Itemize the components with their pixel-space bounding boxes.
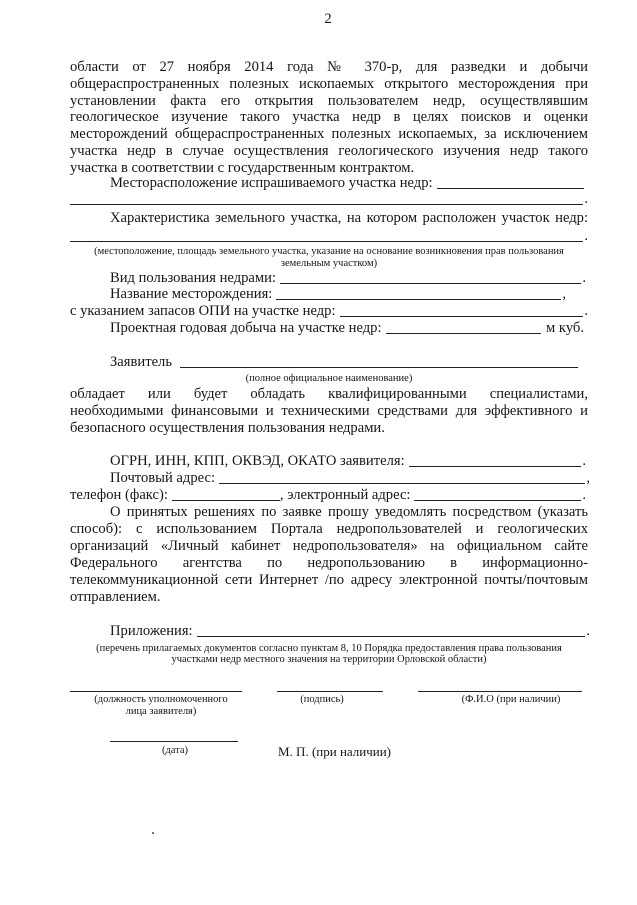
land-plot-label: Характеристика земельного участка, на котором расположен участок недр: [110, 210, 588, 226]
postal-address-fill-line [219, 483, 585, 484]
deposit-name-fill-line [276, 299, 561, 300]
location-end-mark: . [584, 191, 588, 207]
land-plot-end-mark: . [584, 228, 588, 244]
phone-row [70, 487, 586, 504]
applicant-row [110, 354, 578, 371]
notification-line: отправлением. [70, 589, 161, 605]
notification-line: О принятых решениях по заявке прошу уведомлять посредством (указать [110, 504, 588, 520]
date-line [110, 741, 238, 742]
deposit-name-end-mark: , [562, 286, 566, 302]
reserves-row [70, 303, 588, 320]
reserves-label: с указанием запасов ОПИ на участке недр: [70, 303, 336, 319]
land-plot-row [70, 228, 588, 245]
page-number: 2 [324, 11, 332, 27]
attachments-caption: участками недр местного значения на территории Орловской области) [171, 654, 487, 665]
applicant-text-line: обладает или будет обладать квалифицированными специалистами, [70, 386, 588, 402]
attachments-fill-line [197, 636, 586, 637]
email-fill-line [414, 500, 581, 501]
applicant-fill-line [180, 367, 578, 368]
subsoil-use-row [110, 270, 586, 287]
intro-line: установлении факта его открытия пользователем недр, осуществлявшим [70, 93, 588, 109]
postal-address-label: Почтовый адрес: [110, 470, 216, 486]
scan-speck [152, 832, 154, 834]
intro-line: области от 27 ноября 2014 года № 370-р, для разведки и добычи [70, 59, 588, 75]
notification-line: телекоммуникационной сети Интернет /по адресу электронной почты/почтовым [70, 572, 588, 588]
attachments-caption: (перечень прилагаемых документов согласно пунктам 8, 10 Порядка предоставления права пользования [96, 643, 562, 654]
subsoil-use-end-mark: . [582, 270, 586, 286]
postal-address-row [110, 470, 590, 487]
phone-label: телефон (факс): [70, 487, 168, 503]
postal-address-end-mark: , [586, 470, 590, 486]
date-caption: (дата) [161, 745, 189, 756]
name-signature-line [418, 691, 582, 692]
identifiers-fill-line [409, 466, 582, 467]
deposit-name-row [110, 286, 566, 303]
intro-line: участка в соответствии с государственным контрактом. [70, 160, 415, 176]
full-name-caption: (Ф.И.О (при наличии) [461, 694, 561, 705]
intro-line: геологическое изучение такого участка недр в целях поисков и оценки [70, 109, 588, 125]
land-plot-caption: (местоположение, площадь земельного участка, указание на основание возникновения прав пользования [94, 246, 564, 257]
position-caption: лица заявителя) [125, 706, 197, 717]
notification-line: способ): с использованием Портала недропользователей и геологических [70, 521, 588, 537]
applicant-label: Заявитель [110, 354, 172, 370]
identifiers-row [110, 453, 586, 470]
location-fill-line [437, 188, 584, 189]
deposit-name-label: Название месторождения: [110, 286, 273, 302]
phone-fill-line [172, 500, 280, 501]
annual-output-label: Проектная годовая добыча на участке недр: [110, 320, 382, 336]
intro-line: месторождений общераспространенных полезных ископаемых, за исключением [70, 126, 588, 142]
seal-note: М. П. (при наличии) [278, 744, 392, 759]
subsoil-use-label: Вид пользования недрами: [110, 270, 276, 286]
location-fill-line [70, 204, 583, 205]
location-row [110, 175, 584, 192]
annual-output-row [110, 320, 584, 337]
attachments-end-mark: . [586, 623, 590, 639]
reserves-fill-line [340, 316, 584, 317]
annual-output-fill-line [386, 333, 542, 334]
applicant-caption: (полное официальное наименование) [245, 373, 413, 384]
notification-line: организаций «Личный кабинет недропользователя» на официальном сайте [70, 538, 588, 554]
attachments-label: Приложения: [110, 623, 193, 639]
signature-line [277, 691, 383, 692]
intro-line: общераспространенных полезных ископаемых открытого месторождения при [70, 76, 588, 92]
notification-line: Федерального агентства по недропользованию в информационно- [70, 555, 588, 571]
annual-output-unit: м куб. [546, 320, 584, 336]
reserves-end-mark: . [584, 303, 588, 319]
identifiers-label: ОГРН, ИНН, КПП, ОКВЭД, ОКАТО заявителя: [110, 453, 405, 469]
land-plot-fill-line [70, 241, 583, 242]
land-plot-caption: земельным участком) [280, 258, 378, 269]
intro-line: участка недр в случае осуществления геологического изучения недр такого [70, 143, 588, 159]
signature-caption: (подпись) [300, 694, 344, 705]
subsoil-use-fill-line [280, 283, 581, 284]
attachments-row [110, 623, 590, 640]
phone-end-mark: . [582, 487, 586, 503]
position-caption: (должность уполномоченного [94, 694, 228, 705]
position-signature-line [70, 691, 242, 692]
email-label: , электронный адрес: [279, 487, 411, 503]
identifiers-end-mark: . [582, 453, 586, 469]
location-continuation-row [70, 191, 588, 208]
applicant-text-line: необходимыми финансовыми и техническими средствами для эффективного и [70, 403, 588, 419]
applicant-text-line: безопасного осуществления пользования недрами. [70, 420, 385, 436]
location-label: Месторасположение испрашиваемого участка недр: [110, 175, 433, 191]
